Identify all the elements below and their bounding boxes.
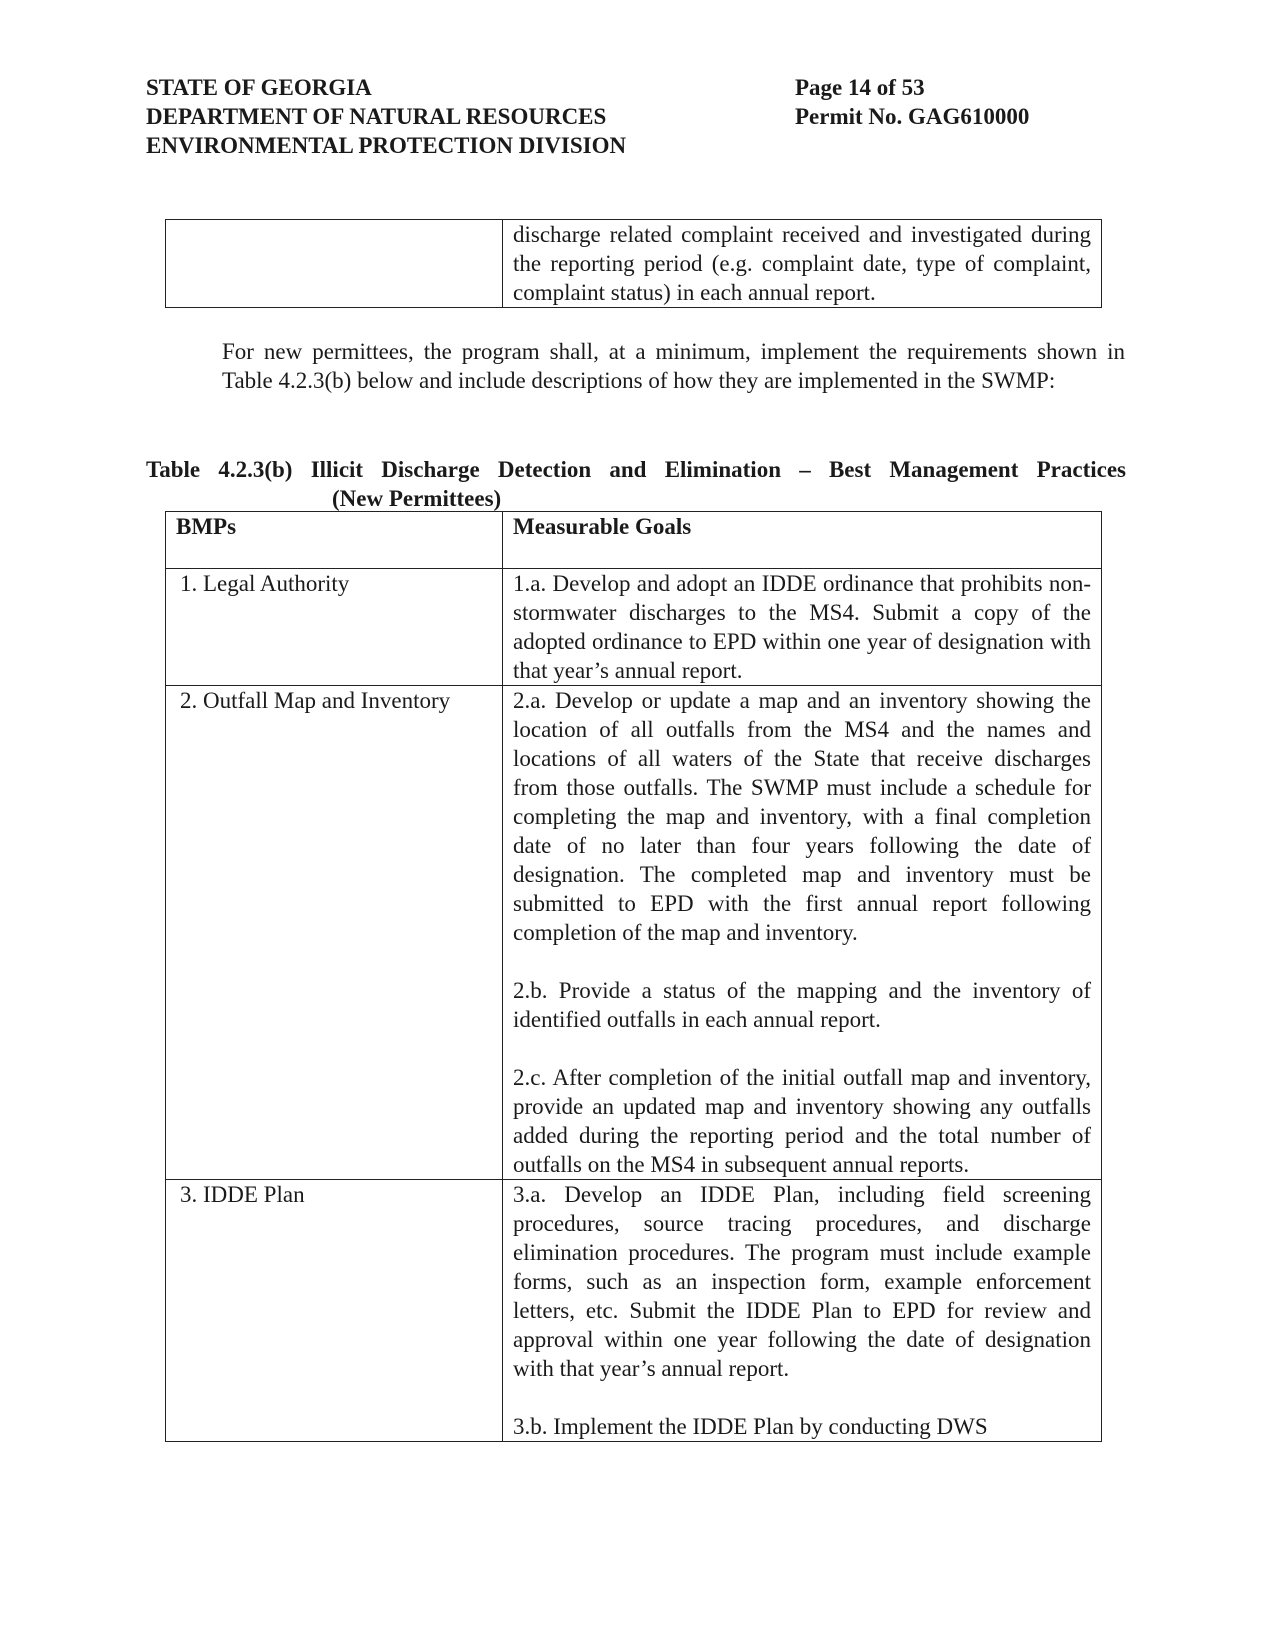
- bmp-legal-authority: 1. Legal Authority: [166, 569, 503, 686]
- bmp-idde-plan: 3. IDDE Plan: [166, 1180, 503, 1442]
- header-state: STATE OF GEORGIA: [146, 75, 372, 100]
- permit-number: Permit No. GAG610000: [795, 104, 1030, 129]
- goals-cell: [503, 569, 1102, 686]
- goal-2c: 2.c. After completion of the initial outfall map and inventory, provide an updated map and inventory showing any outfalls added during the reporting period and the total number of outfalls on the MS4 in subsequent annual reports.: [513, 1065, 1091, 1177]
- header-division: ENVIRONMENTAL PROTECTION DIVISION: [146, 133, 627, 158]
- goals-cell: [503, 686, 1102, 1180]
- header-bmps: BMPs: [166, 512, 503, 569]
- goal-3b: 3.b. Implement the IDDE Plan by conducting DWS: [513, 1414, 988, 1439]
- header-department: DEPARTMENT OF NATURAL RESOURCES: [146, 104, 607, 129]
- header-measurable-goals: Measurable Goals: [503, 512, 1102, 569]
- table-row: [166, 569, 1102, 686]
- table-row: [166, 1180, 1102, 1442]
- intro-paragraph: For new permittees, the program shall, at a minimum, implement the requirements shown in Table 4.2.3(b) below and include descriptions of how they are implemented in the SWMP:: [222, 339, 1125, 393]
- agency-header: [146, 73, 626, 160]
- continued-table: [165, 219, 1102, 308]
- bmp-outfall-map: 2. Outfall Map and Inventory: [166, 686, 503, 1180]
- goal-2a: 2.a. Develop or update a map and an inventory showing the location of all outfalls from the MS4 and the names and locations of all waters of the State that receive discharges from those outfalls. The SWMP must include a schedule for completing the map and inventory, with a final completion date of no later than four years following the date of designation. The completed map and inventory must be submitted to EPD with the first annual report following completion of the map and inventory.: [513, 688, 1091, 945]
- table-row: [166, 686, 1102, 1180]
- goal-3a: 3.a. Develop an IDDE Plan, including field screening procedures, source tracing procedures, and discharge elimination procedures. The program must include example forms, such as an inspection form, example enforcement letters, etc. Submit the IDDE Plan to EPD for review and approval within one year following the date of designation with that year’s annual report.: [513, 1182, 1091, 1381]
- table-caption-line1: Table 4.2.3(b) Illicit Discharge Detection and Elimination – Best Management Practices: [146, 457, 1126, 482]
- goal-1a: 1.a. Develop and adopt an IDDE ordinance that prohibits non-stormwater discharges to the MS4. Submit a copy of the adopted ordinance to EPD within one year of designation with that year’s annual report.: [513, 571, 1091, 683]
- bmp-table: [165, 511, 1102, 1442]
- table-row: [166, 220, 1102, 308]
- table-header-row: [166, 512, 1102, 569]
- continued-goal-cell: discharge related complaint received and investigated during the reporting period (e.g. complaint date, type of complaint, complaint status) in each annual report.: [503, 220, 1102, 308]
- page-number: Page 14 of 53: [795, 75, 925, 100]
- goal-2b: 2.b. Provide a status of the mapping and the inventory of identified outfalls in each annual report.: [513, 978, 1091, 1032]
- table-caption-line2: (New Permittees): [332, 486, 502, 511]
- page-info-header: [795, 73, 1029, 131]
- goals-cell: [503, 1180, 1102, 1442]
- table-caption: [146, 455, 1126, 513]
- continued-bmp-cell: [166, 220, 503, 308]
